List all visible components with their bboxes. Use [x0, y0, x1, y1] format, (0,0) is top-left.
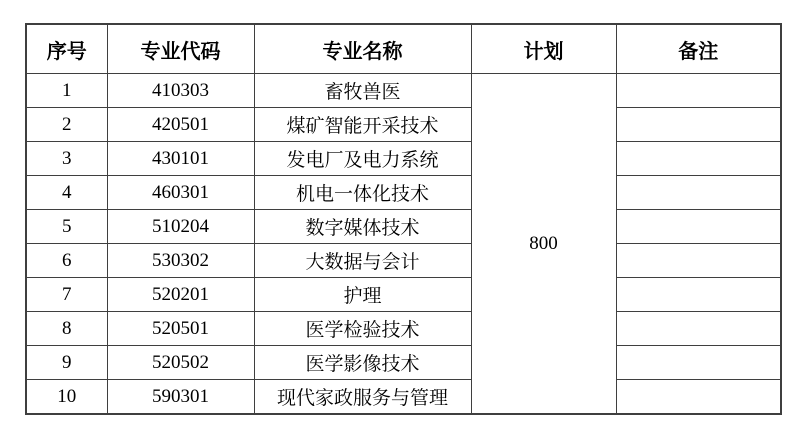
seq-cell: 3 [26, 142, 107, 176]
name-cell: 现代家政服务与管理 [254, 380, 471, 415]
code-cell: 520201 [107, 278, 254, 312]
col-header-remark: 备注 [616, 24, 781, 74]
remark-cell [616, 108, 781, 142]
table-row [26, 108, 781, 142]
remark-cell [616, 380, 781, 415]
remark-cell [616, 278, 781, 312]
name-cell: 护理 [254, 278, 471, 312]
seq-cell: 2 [26, 108, 107, 142]
code-cell: 590301 [107, 380, 254, 415]
table-row [26, 346, 781, 380]
remark-cell [616, 312, 781, 346]
name-cell: 数字媒体技术 [254, 210, 471, 244]
col-header-plan: 计划 [471, 24, 616, 74]
code-cell: 460301 [107, 176, 254, 210]
col-header-name: 专业名称 [254, 24, 471, 74]
code-cell: 510204 [107, 210, 254, 244]
name-cell: 煤矿智能开采技术 [254, 108, 471, 142]
seq-cell: 1 [26, 74, 107, 108]
remark-cell [616, 142, 781, 176]
seq-cell: 5 [26, 210, 107, 244]
admission-plan-table [25, 23, 782, 415]
code-cell: 430101 [107, 142, 254, 176]
seq-cell: 4 [26, 176, 107, 210]
code-cell: 530302 [107, 244, 254, 278]
table-row [26, 210, 781, 244]
table-row [26, 74, 781, 108]
table-row [26, 380, 781, 415]
code-cell: 410303 [107, 74, 254, 108]
name-cell: 畜牧兽医 [254, 74, 471, 108]
remark-cell [616, 210, 781, 244]
code-cell: 420501 [107, 108, 254, 142]
remark-cell [616, 346, 781, 380]
plan-total-cell: 800 [471, 74, 616, 415]
table-row [26, 142, 781, 176]
remark-cell [616, 176, 781, 210]
name-cell: 医学检验技术 [254, 312, 471, 346]
table-row [26, 312, 781, 346]
table-row [26, 244, 781, 278]
header-row [26, 24, 781, 74]
name-cell: 大数据与会计 [254, 244, 471, 278]
seq-cell: 7 [26, 278, 107, 312]
col-header-seq: 序号 [26, 24, 107, 74]
seq-cell: 6 [26, 244, 107, 278]
code-cell: 520502 [107, 346, 254, 380]
remark-cell [616, 244, 781, 278]
col-header-code: 专业代码 [107, 24, 254, 74]
name-cell: 发电厂及电力系统 [254, 142, 471, 176]
table-row [26, 278, 781, 312]
seq-cell: 8 [26, 312, 107, 346]
table-row [26, 176, 781, 210]
seq-cell: 9 [26, 346, 107, 380]
code-cell: 520501 [107, 312, 254, 346]
seq-cell: 10 [26, 380, 107, 415]
name-cell: 机电一体化技术 [254, 176, 471, 210]
remark-cell [616, 74, 781, 108]
name-cell: 医学影像技术 [254, 346, 471, 380]
